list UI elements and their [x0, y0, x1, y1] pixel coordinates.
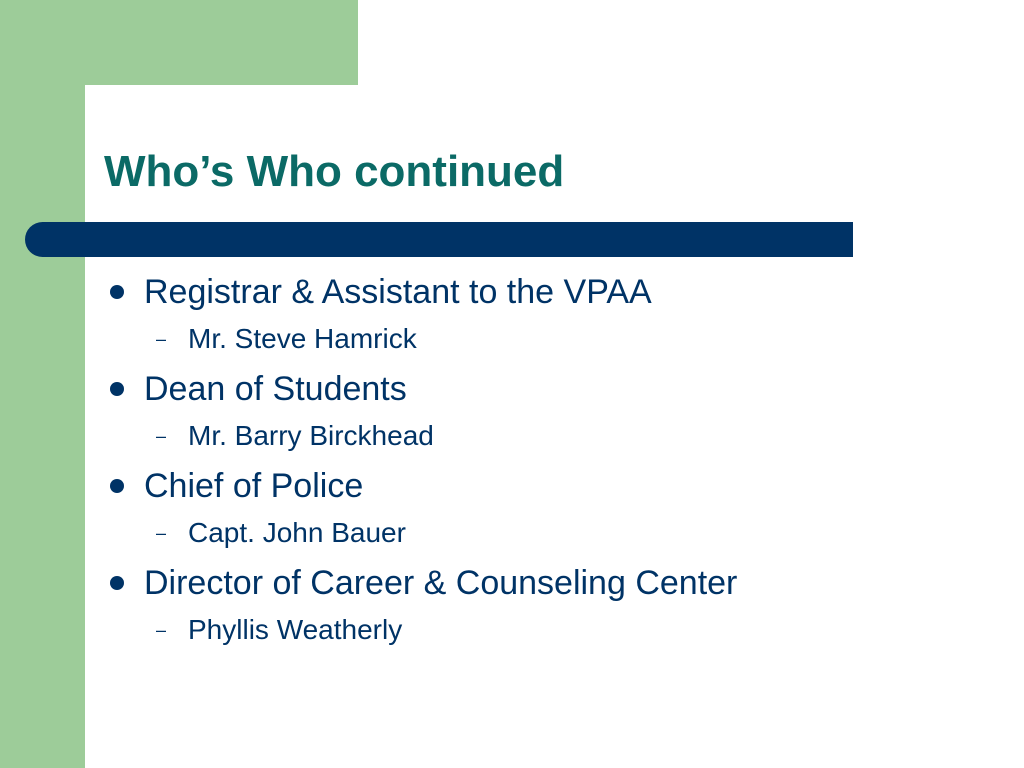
- sub-item-name: Mr. Barry Birckhead: [188, 420, 434, 451]
- list-item-heading: Chief of Police: [144, 466, 364, 505]
- list-item-heading: Dean of Students: [144, 369, 407, 408]
- dash-icon: –: [156, 328, 167, 349]
- list-item-dean: [104, 367, 407, 411]
- slide-title: Who’s Who continued: [104, 147, 565, 196]
- list-item-heading: Director of Career & Counseling Center: [144, 563, 738, 602]
- sub-item-registrar: [156, 321, 417, 357]
- list-item-registrar: [104, 270, 652, 314]
- sub-item-dean: [156, 418, 434, 454]
- sub-item-name: Phyllis Weatherly: [188, 614, 403, 645]
- sub-item-police: [156, 515, 406, 551]
- bullet-icon: [110, 382, 124, 396]
- list-item-police: [104, 464, 363, 508]
- bullet-icon: [110, 479, 124, 493]
- sub-item-name: Mr. Steve Hamrick: [188, 323, 417, 354]
- dash-icon: –: [156, 619, 167, 640]
- list-item-career: [104, 561, 737, 605]
- dash-icon: –: [156, 425, 167, 446]
- bullet-icon: [110, 576, 124, 590]
- sub-item-name: Capt. John Bauer: [188, 517, 406, 548]
- sub-item-career: [156, 612, 402, 648]
- dash-icon: –: [156, 522, 167, 543]
- bullet-icon: [110, 285, 124, 299]
- list-item-heading: Registrar & Assistant to the VPAA: [144, 272, 652, 311]
